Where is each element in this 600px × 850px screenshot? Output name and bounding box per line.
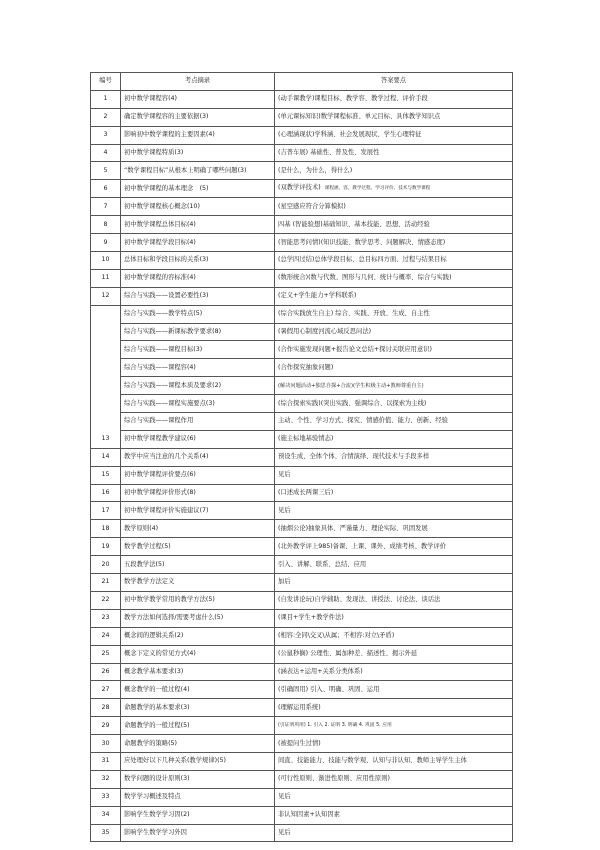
row-answer-text: 非认知因素+认知因素 (278, 811, 340, 819)
row-topic: 初中数学课程评价实施建议(7) (121, 502, 275, 520)
row-answer (275, 520, 513, 538)
row-number: 25 (91, 645, 121, 663)
table-row (91, 574, 513, 592)
row-answer-text: (动手课教学)课程目标、教学容、教学过程、评价手段 (278, 95, 428, 103)
row-topic: 综合与实践——课程作用 (121, 413, 275, 431)
row-topic: 初中数学课程总体目标(4) (121, 216, 275, 234)
table-row (91, 663, 513, 681)
row-answer-text: (是什么，为什么，得什么) (278, 166, 353, 174)
header-topic: 考点摘录 (121, 73, 275, 91)
row-answer-text: (引证明巩用) 1. 引入 2. 证明 3. 明确 4. 巩固 5. 应用 (278, 722, 392, 728)
row-answer (275, 269, 513, 287)
table-row (91, 591, 513, 609)
row-answer-text: (引确固用) 引入、明确、巩固、运用 (278, 685, 380, 693)
row-answer (275, 144, 513, 162)
row-number: 33 (91, 788, 121, 806)
row-answer (275, 126, 513, 144)
row-topic: 概念下定义的常见方式(4) (121, 645, 275, 663)
table-row (91, 556, 513, 574)
row-answer (275, 323, 513, 341)
exam-points-table-container (90, 72, 512, 842)
table-row (91, 806, 513, 824)
row-answer-text: 四基 (智能验想)基础知识、基本技能、思想、活动经验 (278, 220, 430, 228)
row-answer (275, 824, 513, 842)
row-topic: 影响学生数学学习外因 (121, 824, 275, 842)
table-row (91, 269, 513, 287)
row-number: 30 (91, 735, 121, 753)
row-number: 19 (91, 538, 121, 556)
row-answer (275, 252, 513, 270)
row-number (91, 395, 121, 413)
row-topic: 初中数学课程的容标准(4) (121, 269, 275, 287)
row-answer-text: (口述成长两课三后) (278, 489, 334, 497)
row-answer-text: (施主标地基验情态) (278, 435, 334, 443)
row-answer-text: (解决问题活动+独思自探+合流)(学生积极主动+教师尊重自主) (278, 382, 424, 389)
table-row (91, 502, 513, 520)
row-answer (275, 717, 513, 735)
row-number (91, 359, 121, 377)
row-number: 9 (91, 234, 121, 252)
table-row (91, 216, 513, 234)
row-answer-text: (综合探索实践)(突出实践、强调综合、以探索为主线) (278, 399, 427, 407)
row-answer-text: 预设生成、全体个体、合情演绎、现代技术与手段多样 (278, 453, 430, 461)
table-row (91, 699, 513, 717)
row-topic: 初中数学课程核心概念(10) (121, 198, 275, 216)
table-row (91, 252, 513, 270)
row-answer-text: 见后 (278, 506, 291, 514)
table-row (91, 430, 513, 448)
row-answer (275, 466, 513, 484)
row-topic: 命题教学的基本要求(3) (121, 699, 275, 717)
table-row (91, 770, 513, 788)
row-topic: 综合与实践——新课标教学要求(8) (121, 323, 275, 341)
row-answer-text: (相容:全同\交叉\从属；不相容:对立\矛盾) (278, 632, 395, 640)
row-topic: 综合与实践——教学特点(5) (121, 305, 275, 323)
row-topic: 五段教学法(5) (121, 556, 275, 574)
row-answer (275, 735, 513, 753)
row-number (91, 377, 121, 395)
table-row (91, 305, 513, 323)
table-row (91, 198, 513, 216)
row-answer-text: (涵表达+运用+关系分类体系) (278, 667, 363, 675)
row-topic: 概念教学的一般过程(4) (121, 681, 275, 699)
row-topic: 初中数学教学常用的教学方法(5) (121, 591, 275, 609)
row-number: 8 (91, 216, 121, 234)
row-topic: 应处理好以下几种关系(教学规律)(5) (121, 752, 275, 770)
table-row (91, 484, 513, 502)
row-topic: 初中数学课程评价形式(8) (121, 484, 275, 502)
row-answer (275, 502, 513, 520)
row-topic: 总体目标和学段目标的关系(3) (121, 252, 275, 270)
row-answer (275, 538, 513, 556)
row-topic: 教学方法如何选择/需要考虑什么(5) (121, 609, 275, 627)
row-number: 13 (91, 430, 121, 448)
row-answer (275, 287, 513, 305)
row-number: 6 (91, 180, 121, 198)
row-answer-text: (吉普车展) 基础性、普及性、发展性 (278, 149, 380, 156)
row-answer (275, 341, 513, 359)
row-number (91, 413, 121, 431)
row-topic: 数学学习概述及特点 (121, 788, 275, 806)
table-row (91, 359, 513, 377)
row-number: 26 (91, 663, 121, 681)
table-row (91, 234, 513, 252)
table-row (91, 90, 513, 108)
row-answer-text: (总学四过结)总体学段目标、总目标四方面、过程与结果目标 (278, 256, 447, 264)
row-topic: 数学问题的设计原则(3) (121, 770, 275, 788)
table-row (91, 413, 513, 431)
exam-points-table (90, 72, 513, 842)
row-topic: 概念间的逻辑关系(2) (121, 627, 275, 645)
row-answer-text: (理解运用系统) (278, 703, 321, 711)
row-answer-note: 课程涵、容、教学过程、学习评价、技术与数学课程 (324, 186, 431, 192)
row-answer-text: (可行性原则、渐进性原则、应用性原则) (278, 775, 390, 783)
table-row (91, 609, 513, 627)
row-answer-text: 见后 (278, 793, 291, 801)
table-row (91, 377, 513, 395)
row-answer-text: (数形统合)(数与代数、图形与几何、统计与概率、综合与实践) (278, 274, 452, 282)
table-row (91, 341, 513, 359)
row-answer-text: (合作实施发现问题+报告论文总结+探讨关联应用意识) (278, 345, 432, 353)
row-answer (275, 770, 513, 788)
row-topic: 初中数学课程学段目标(4) (121, 234, 275, 252)
table-row (91, 627, 513, 645)
row-answer (275, 806, 513, 824)
row-answer-text: (课目+学生+教学件法) (278, 614, 344, 622)
row-number: 12 (91, 287, 121, 305)
row-answer (275, 377, 513, 395)
row-topic: 初中数学课程评价要点(6) (121, 466, 275, 484)
table-row (91, 735, 513, 753)
row-answer (275, 413, 513, 431)
row-answer (275, 216, 513, 234)
table-row (91, 681, 513, 699)
row-number: 3 (91, 126, 121, 144)
row-topic: 综合与实践——课程目标(3) (121, 341, 275, 359)
row-answer (275, 556, 513, 574)
row-number: 11 (91, 269, 121, 287)
row-number: 31 (91, 752, 121, 770)
table-row (91, 287, 513, 305)
row-number: 22 (91, 591, 121, 609)
row-answer (275, 788, 513, 806)
row-answer (275, 162, 513, 180)
row-topic: 综合与实践——课程本质及要求(2) (121, 377, 275, 395)
row-topic: 教学原则(4) (121, 520, 275, 538)
row-topic: 初中数学课程教学建议(6) (121, 430, 275, 448)
row-answer-text: (综合实践放生自主) 综合、实践、开放、生成、自主性 (278, 310, 430, 318)
table-row (91, 126, 513, 144)
row-number: 2 (91, 108, 121, 126)
row-answer (275, 681, 513, 699)
row-answer (275, 448, 513, 466)
table-row (91, 824, 513, 842)
row-answer (275, 591, 513, 609)
row-answer-text: (双教学评技术) (278, 184, 321, 192)
row-answer-text: (定义+学生能力+学科联系) (278, 292, 357, 300)
row-answer-text: 引入、讲解、联系、总结、应用 (278, 560, 367, 568)
row-topic: “数学课程目标”从根本上明确了哪些问题(3) (121, 162, 275, 180)
row-number: 16 (91, 484, 121, 502)
row-topic: 综合与实践——课程容(4) (121, 359, 275, 377)
row-topic: 初中数学课程容(4) (121, 90, 275, 108)
table-row (91, 466, 513, 484)
row-number: 27 (91, 681, 121, 699)
row-topic: 概念教学基本要求(3) (121, 663, 275, 681)
row-answer-text: (合作探究抽象问题) (278, 363, 334, 371)
row-number: 4 (91, 144, 121, 162)
row-answer (275, 663, 513, 681)
table-row (91, 180, 513, 198)
row-number: 7 (91, 198, 121, 216)
row-answer-text: 加后 (278, 578, 291, 586)
row-number: 14 (91, 448, 121, 466)
row-answer (275, 180, 513, 198)
row-answer-text: (自发讲论玩)自学辅助、发现法、讲授法、讨论法、谈话法 (278, 596, 441, 604)
row-answer-text: (抽烟公论)抽象具体、严谨量力、理论实际、巩固发展 (278, 524, 428, 532)
header-answer: 答案要点 (275, 73, 513, 91)
table-body (91, 90, 513, 842)
row-answer (275, 305, 513, 323)
row-number: 23 (91, 609, 121, 627)
row-number (91, 305, 121, 323)
row-number (91, 341, 121, 359)
row-answer (275, 234, 513, 252)
row-number: 18 (91, 520, 121, 538)
row-answer (275, 752, 513, 770)
row-number: 32 (91, 770, 121, 788)
row-number: 15 (91, 466, 121, 484)
row-answer-text: (星空感应符合分算模拟) (278, 202, 346, 210)
row-answer (275, 395, 513, 413)
row-answer-text: (智能思考问情)(知识技能、数学思考、问题解决、情感态度) (278, 238, 446, 246)
row-topic: 影响初中数学课程的主要因素(4) (121, 126, 275, 144)
row-number: 21 (91, 574, 121, 592)
row-answer-text: 见后 (278, 828, 291, 836)
row-number: 24 (91, 627, 121, 645)
row-number (91, 323, 121, 341)
row-answer-text: (公鼠秒搁) 公理性、属加种差、描述性、揭示外延 (278, 650, 418, 658)
row-topic: 确定数学课程容的主要依据(3) (121, 108, 275, 126)
row-number: 17 (91, 502, 121, 520)
row-number: 35 (91, 824, 121, 842)
row-topic: 命题教学的一般过程(5) (121, 717, 275, 735)
row-number: 29 (91, 717, 121, 735)
table-header-row (91, 73, 513, 91)
table-row (91, 144, 513, 162)
row-answer-text: (心理涵现状)学科涵、社会发展现状、学生心理特征 (278, 131, 422, 139)
row-number: 20 (91, 556, 121, 574)
header-number: 编号 (91, 73, 121, 91)
row-answer-text: (北外教学评上985)备课、上课、课外、成绩考核、教学评价 (278, 542, 447, 550)
row-answer (275, 90, 513, 108)
row-answer (275, 108, 513, 126)
table-row (91, 752, 513, 770)
row-answer (275, 198, 513, 216)
row-answer (275, 699, 513, 717)
row-topic: 综合与实践——设置必要性(3) (121, 287, 275, 305)
row-answer-text: 见后 (278, 471, 291, 479)
table-row (91, 162, 513, 180)
row-answer (275, 574, 513, 592)
row-number: 10 (91, 252, 121, 270)
table-row (91, 395, 513, 413)
row-answer-text: (暑假用心制度河流心域反思问法) (278, 328, 372, 336)
row-topic: 影响学生数学学习因(2) (121, 806, 275, 824)
row-topic: 初中数学课程特质(3) (121, 144, 275, 162)
row-answer (275, 645, 513, 663)
row-topic: 综合与实践——课程实施要点(3) (121, 395, 275, 413)
table-row (91, 717, 513, 735)
row-topic: 命题教学的策略(5) (121, 735, 275, 753)
row-answer (275, 484, 513, 502)
row-answer (275, 627, 513, 645)
row-topic: 教学中应当注意的几个关系(4) (121, 448, 275, 466)
table-row (91, 108, 513, 126)
row-answer-text: 主动、个性、学习方式、探究、情感价值、能力、创新、经验 (278, 417, 449, 425)
table-row (91, 645, 513, 663)
row-answer-text: 间直、技能能力、技能与数学观、认知与非认知、教师主导学生主体 (278, 757, 467, 765)
row-number: 5 (91, 162, 121, 180)
row-answer (275, 430, 513, 448)
table-row (91, 538, 513, 556)
row-answer (275, 609, 513, 627)
row-number: 1 (91, 90, 121, 108)
row-answer-text: (被提问生过情) (278, 739, 321, 747)
table-row (91, 448, 513, 466)
row-answer-text: (单元课标知识)数学课程标准、单元目标、具体教学知识点 (278, 113, 441, 121)
row-topic: 初中数学课程的基本理念 (5) (121, 180, 275, 198)
row-topic: 数学教学方法定义 (121, 574, 275, 592)
table-row (91, 323, 513, 341)
row-answer (275, 359, 513, 377)
table-row (91, 520, 513, 538)
row-number: 34 (91, 806, 121, 824)
row-number: 28 (91, 699, 121, 717)
row-topic: 数学教学过程(5) (121, 538, 275, 556)
table-row (91, 788, 513, 806)
